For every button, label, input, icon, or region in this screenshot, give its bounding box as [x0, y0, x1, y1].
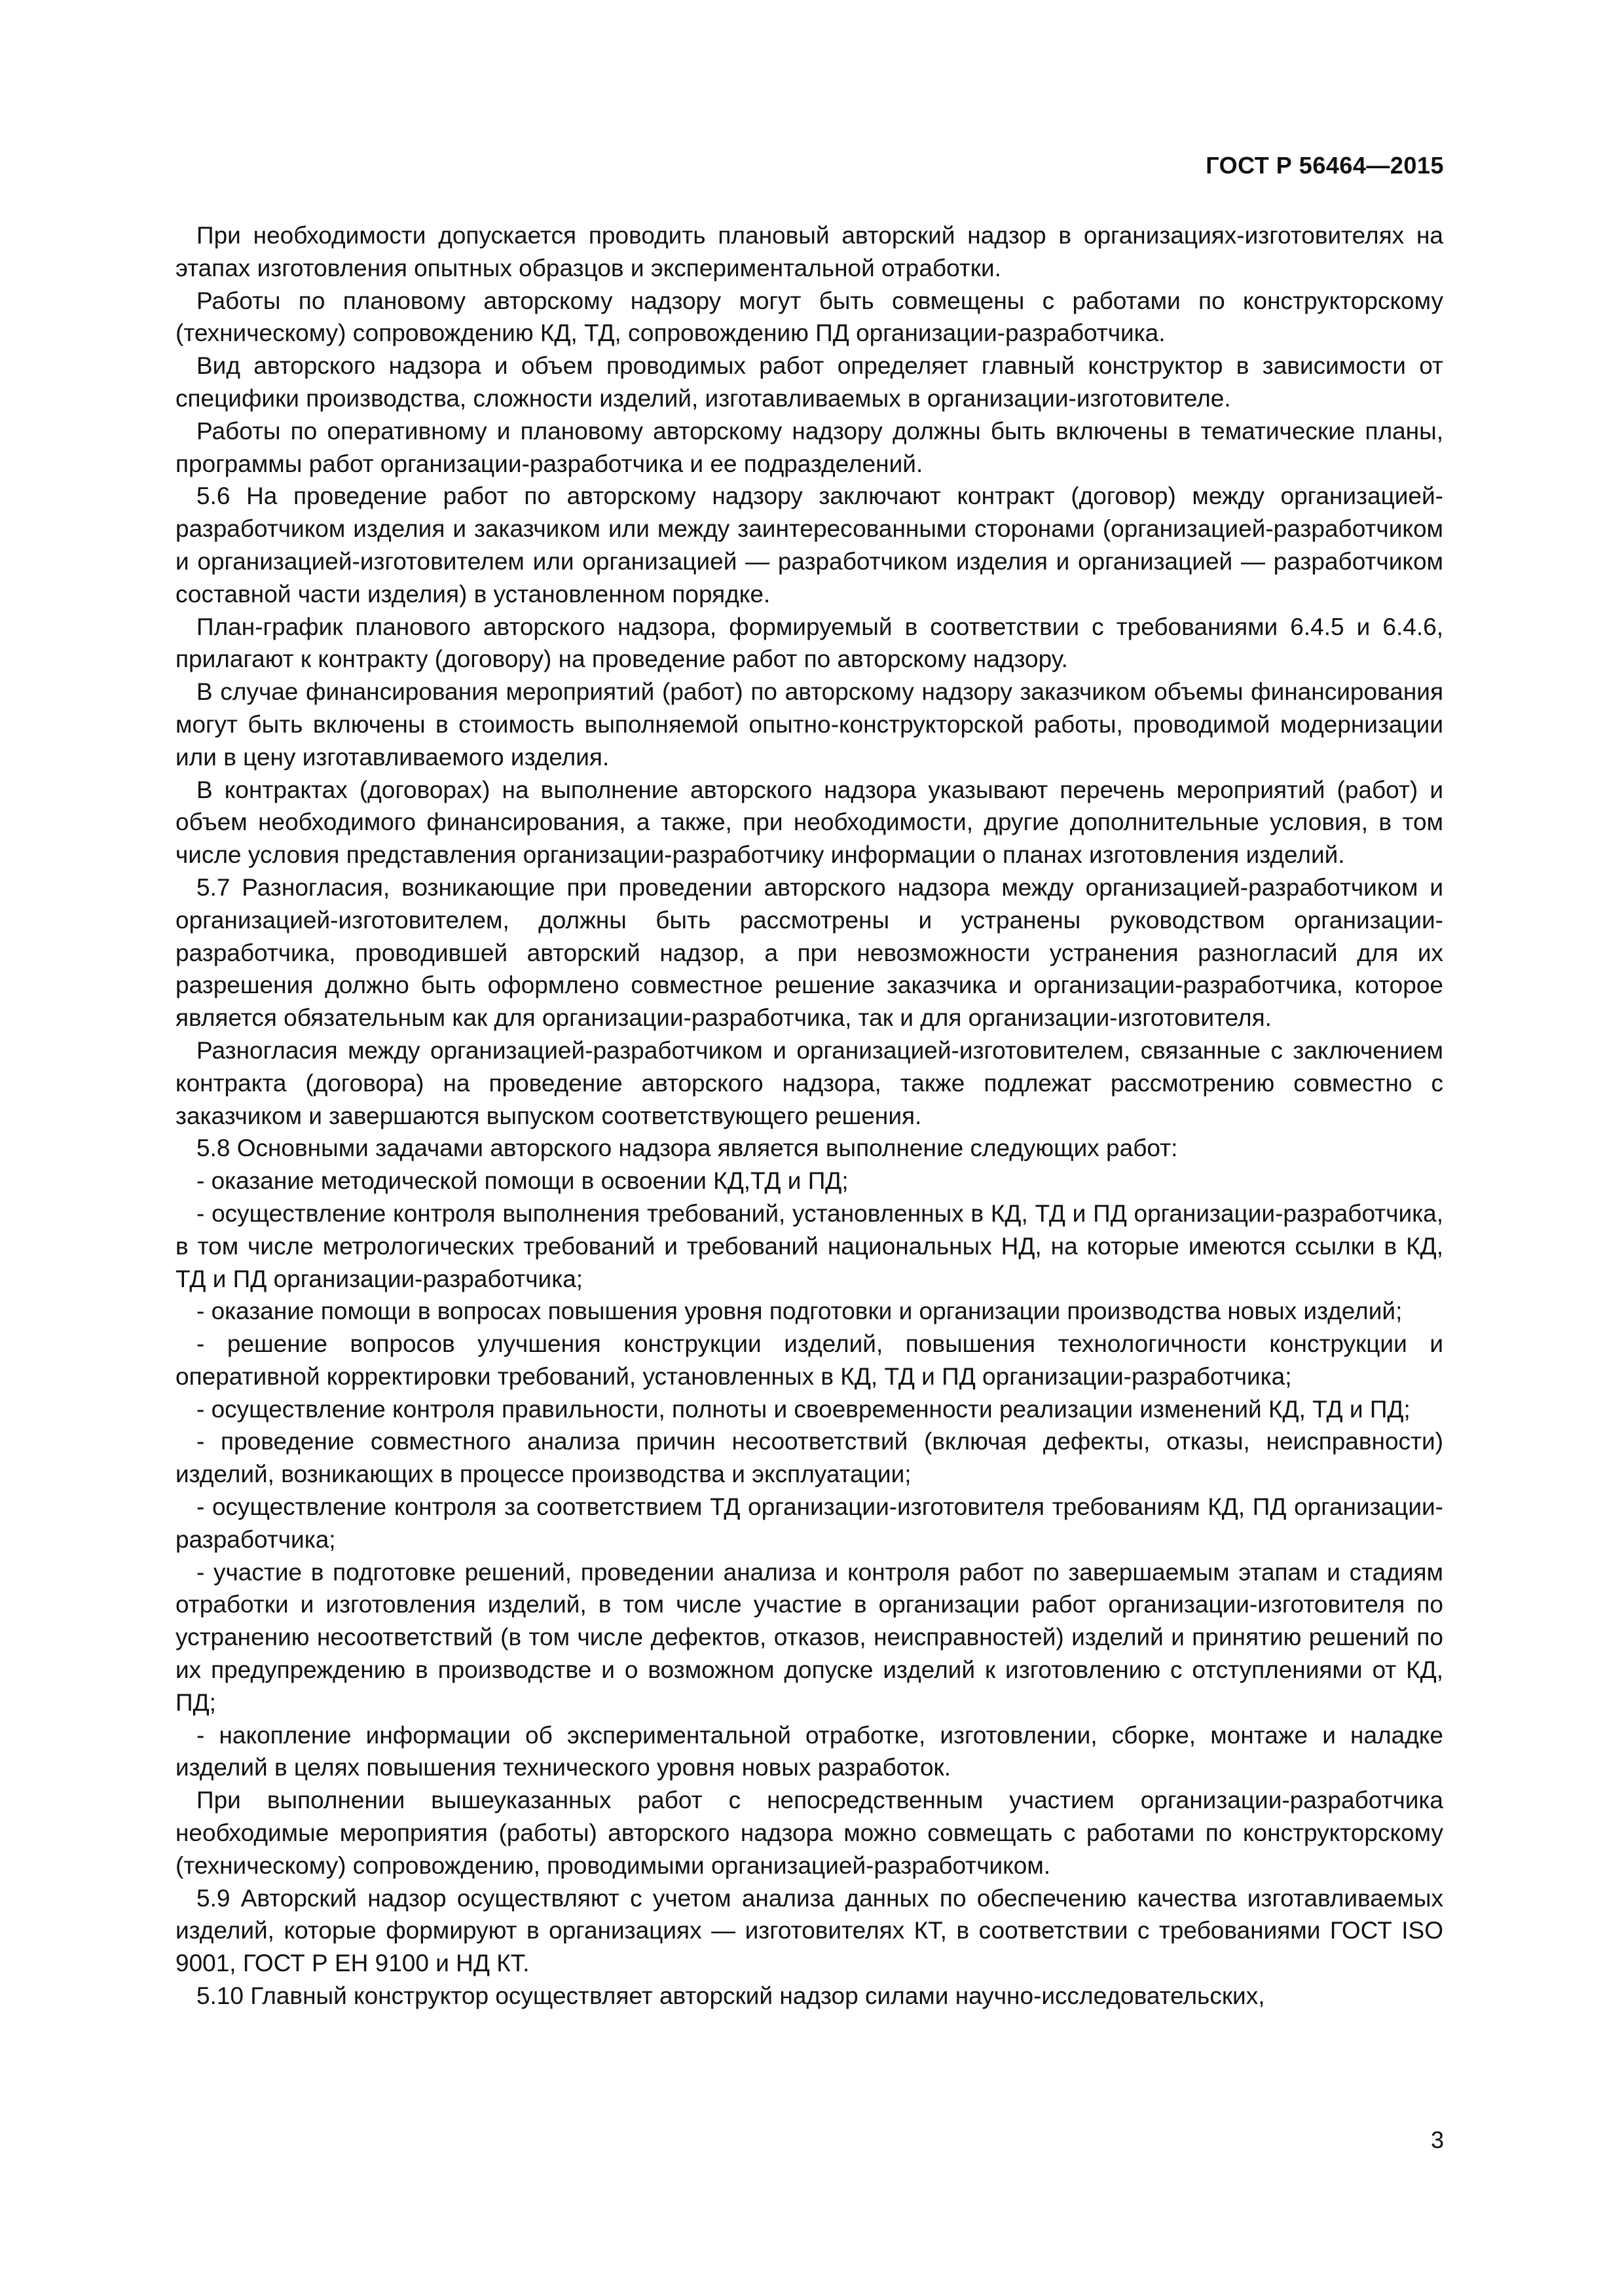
- paragraph-clause-5-6: 5.6 На проведение работ по авторскому надзору заключают контракт (договор) между организацией-разработчиком изделия и заказчиком или между заинтересованными сторонами (организацией-разработчиком и организацией-изготовителем или организацией — разработчиком изделия и организацией — разработчиком составной части изделия) в установленном порядке.: [175, 483, 1443, 608]
- paragraph: Вид авторского надзора и объем проводимых работ определяет главный конструктор в зависимости от специфики производства, сложности изделий, изготавливаемых в организации-изготовителе.: [175, 352, 1443, 412]
- page-number: 3: [1430, 2126, 1444, 2153]
- list-item: - решение вопросов улучшения конструкции изделий, повышения технологичности конструкции и оперативной корректировки требований, установленных в КД, ТД и ПД организации-разработчика;: [175, 1330, 1443, 1390]
- paragraph-clause-5-9: 5.9 Авторский надзор осуществляют с учетом анализа данных по обеспечению качества изготавливаемых изделий, которые формируют в организациях — изготовителях КТ, в соответствии с требованиями ГОСТ ISO 9001, ГОСТ Р ЕН 9100 и НД КТ.: [175, 1884, 1443, 1977]
- paragraph: При выполнении вышеуказанных работ с непосредственным участием организации-разработчика необходимые мероприятия (работы) авторского надзора можно совмещать с работами по конструкторскому (техническому) сопровождению, проводимыми организацией-разработчиком.: [175, 1787, 1443, 1879]
- paragraph: В контрактах (договорах) на выполнение авторского надзора указывают перечень мероприятий (работ) и объем необходимого финансирования, а также, при необходимости, другие дополнительные условия, в том числе условия представления организации-разработчику информации о планах изготовления изделий.: [175, 776, 1443, 869]
- paragraph: Работы по оперативному и плановому авторскому надзору должны быть включены в тематические планы, программы работ организации-разработчика и ее подразделений.: [175, 417, 1443, 477]
- paragraph-clause-5-10: 5.10 Главный конструктор осуществляет авторский надзор силами научно-исследовательских,: [196, 1982, 1265, 2010]
- body-text: [175, 219, 1443, 2013]
- paragraph: В случае финансирования мероприятий (работ) по авторскому надзору заказчиком объемы финансирования могут быть включены в стоимость выполняемой опытно-конструкторской работы, проводимой модернизации или в цену изготавливаемого изделия.: [175, 678, 1443, 771]
- paragraph: Разногласия между организацией-разработчиком и организацией-изготовителем, связанные с заключением контракта (договора) на проведение авторского надзора, также подлежат рассмотрению совместно с заказчиком и завершаются выпуском соответствующего решения.: [175, 1036, 1443, 1129]
- list-item: - проведение совместного анализа причин несоответствий (включая дефекты, отказы, неисправности) изделий, возникающих в процессе производства и эксплуатации;: [175, 1428, 1443, 1488]
- list-item: - оказание помощи в вопросах повышения уровня подготовки и организации производства новых изделий;: [196, 1298, 1403, 1325]
- list-item: - оказание методической помощи в освоении КД,ТД и ПД;: [196, 1167, 849, 1195]
- list-item: - осуществление контроля выполнения требований, установленных в КД, ТД и ПД организации-разработчика, в том числе метрологических требований и требований национальных НД, на которые имеются ссылки в КД, ТД и ПД организации-разработчика;: [175, 1199, 1443, 1292]
- paragraph-clause-5-8: 5.8 Основными задачами авторского надзора является выполнение следующих работ:: [196, 1135, 1178, 1162]
- paragraph: План-график планового авторского надзора, формируемый в соответствии с требованиями 6.4.5 и 6.4.6, прилагают к контракту (договору) на проведение работ по авторскому надзору.: [175, 613, 1443, 673]
- standard-designation: ГОСТ Р 56464—2015: [1206, 152, 1444, 179]
- paragraph-clause-5-7: 5.7 Разногласия, возникающие при проведении авторского надзора между организацией-разработчиком и организацией-изготовителем, должны быть рассмотрены и устранены руководством организации-разработчика, проводившей авторский надзор, а при невозможности устранения разногласий для их разрешения должно быть оформлено совместное решение заказчика и организации-разработчика, которое является обязательным как для организации-разработчика, так и для организации-изготовителя.: [175, 873, 1443, 1032]
- list-item: - накопление информации об экспериментальной отработке, изготовлении, сборке, монтаже и наладке изделий в целях повышения технического уровня новых разработок.: [175, 1721, 1443, 1781]
- list-item: - осуществление контроля за соответствием ТД организации-изготовителя требованиям КД, ПД организации-разработчика;: [175, 1493, 1443, 1553]
- paragraph: При необходимости допускается проводить плановый авторский надзор в организациях-изготовителях на этапах изготовления опытных образцов и экспериментальной отработки.: [175, 222, 1443, 282]
- paragraph: Работы по плановому авторскому надзору могут быть совмещены с работами по конструкторскому (техническому) сопровождению КД, ТД, сопровождению ПД организации-разработчика.: [175, 287, 1443, 347]
- list-item: - осуществление контроля правильности, полноты и своевременности реализации изменений КД, ТД и ПД;: [196, 1395, 1411, 1423]
- list-item: - участие в подготовке решений, проведении анализа и контроля работ по завершаемым этапам и стадиям отработки и изготовления изделий, в том числе участие в организации работ организации-изготовителя по устранению несоответствий (в том числе дефектов, отказов, неисправностей) изделий и принятию решений по их предупреждению в производстве и о возможном допуске изделий к изготовлению с отступлениями от КД, ПД;: [175, 1558, 1443, 1716]
